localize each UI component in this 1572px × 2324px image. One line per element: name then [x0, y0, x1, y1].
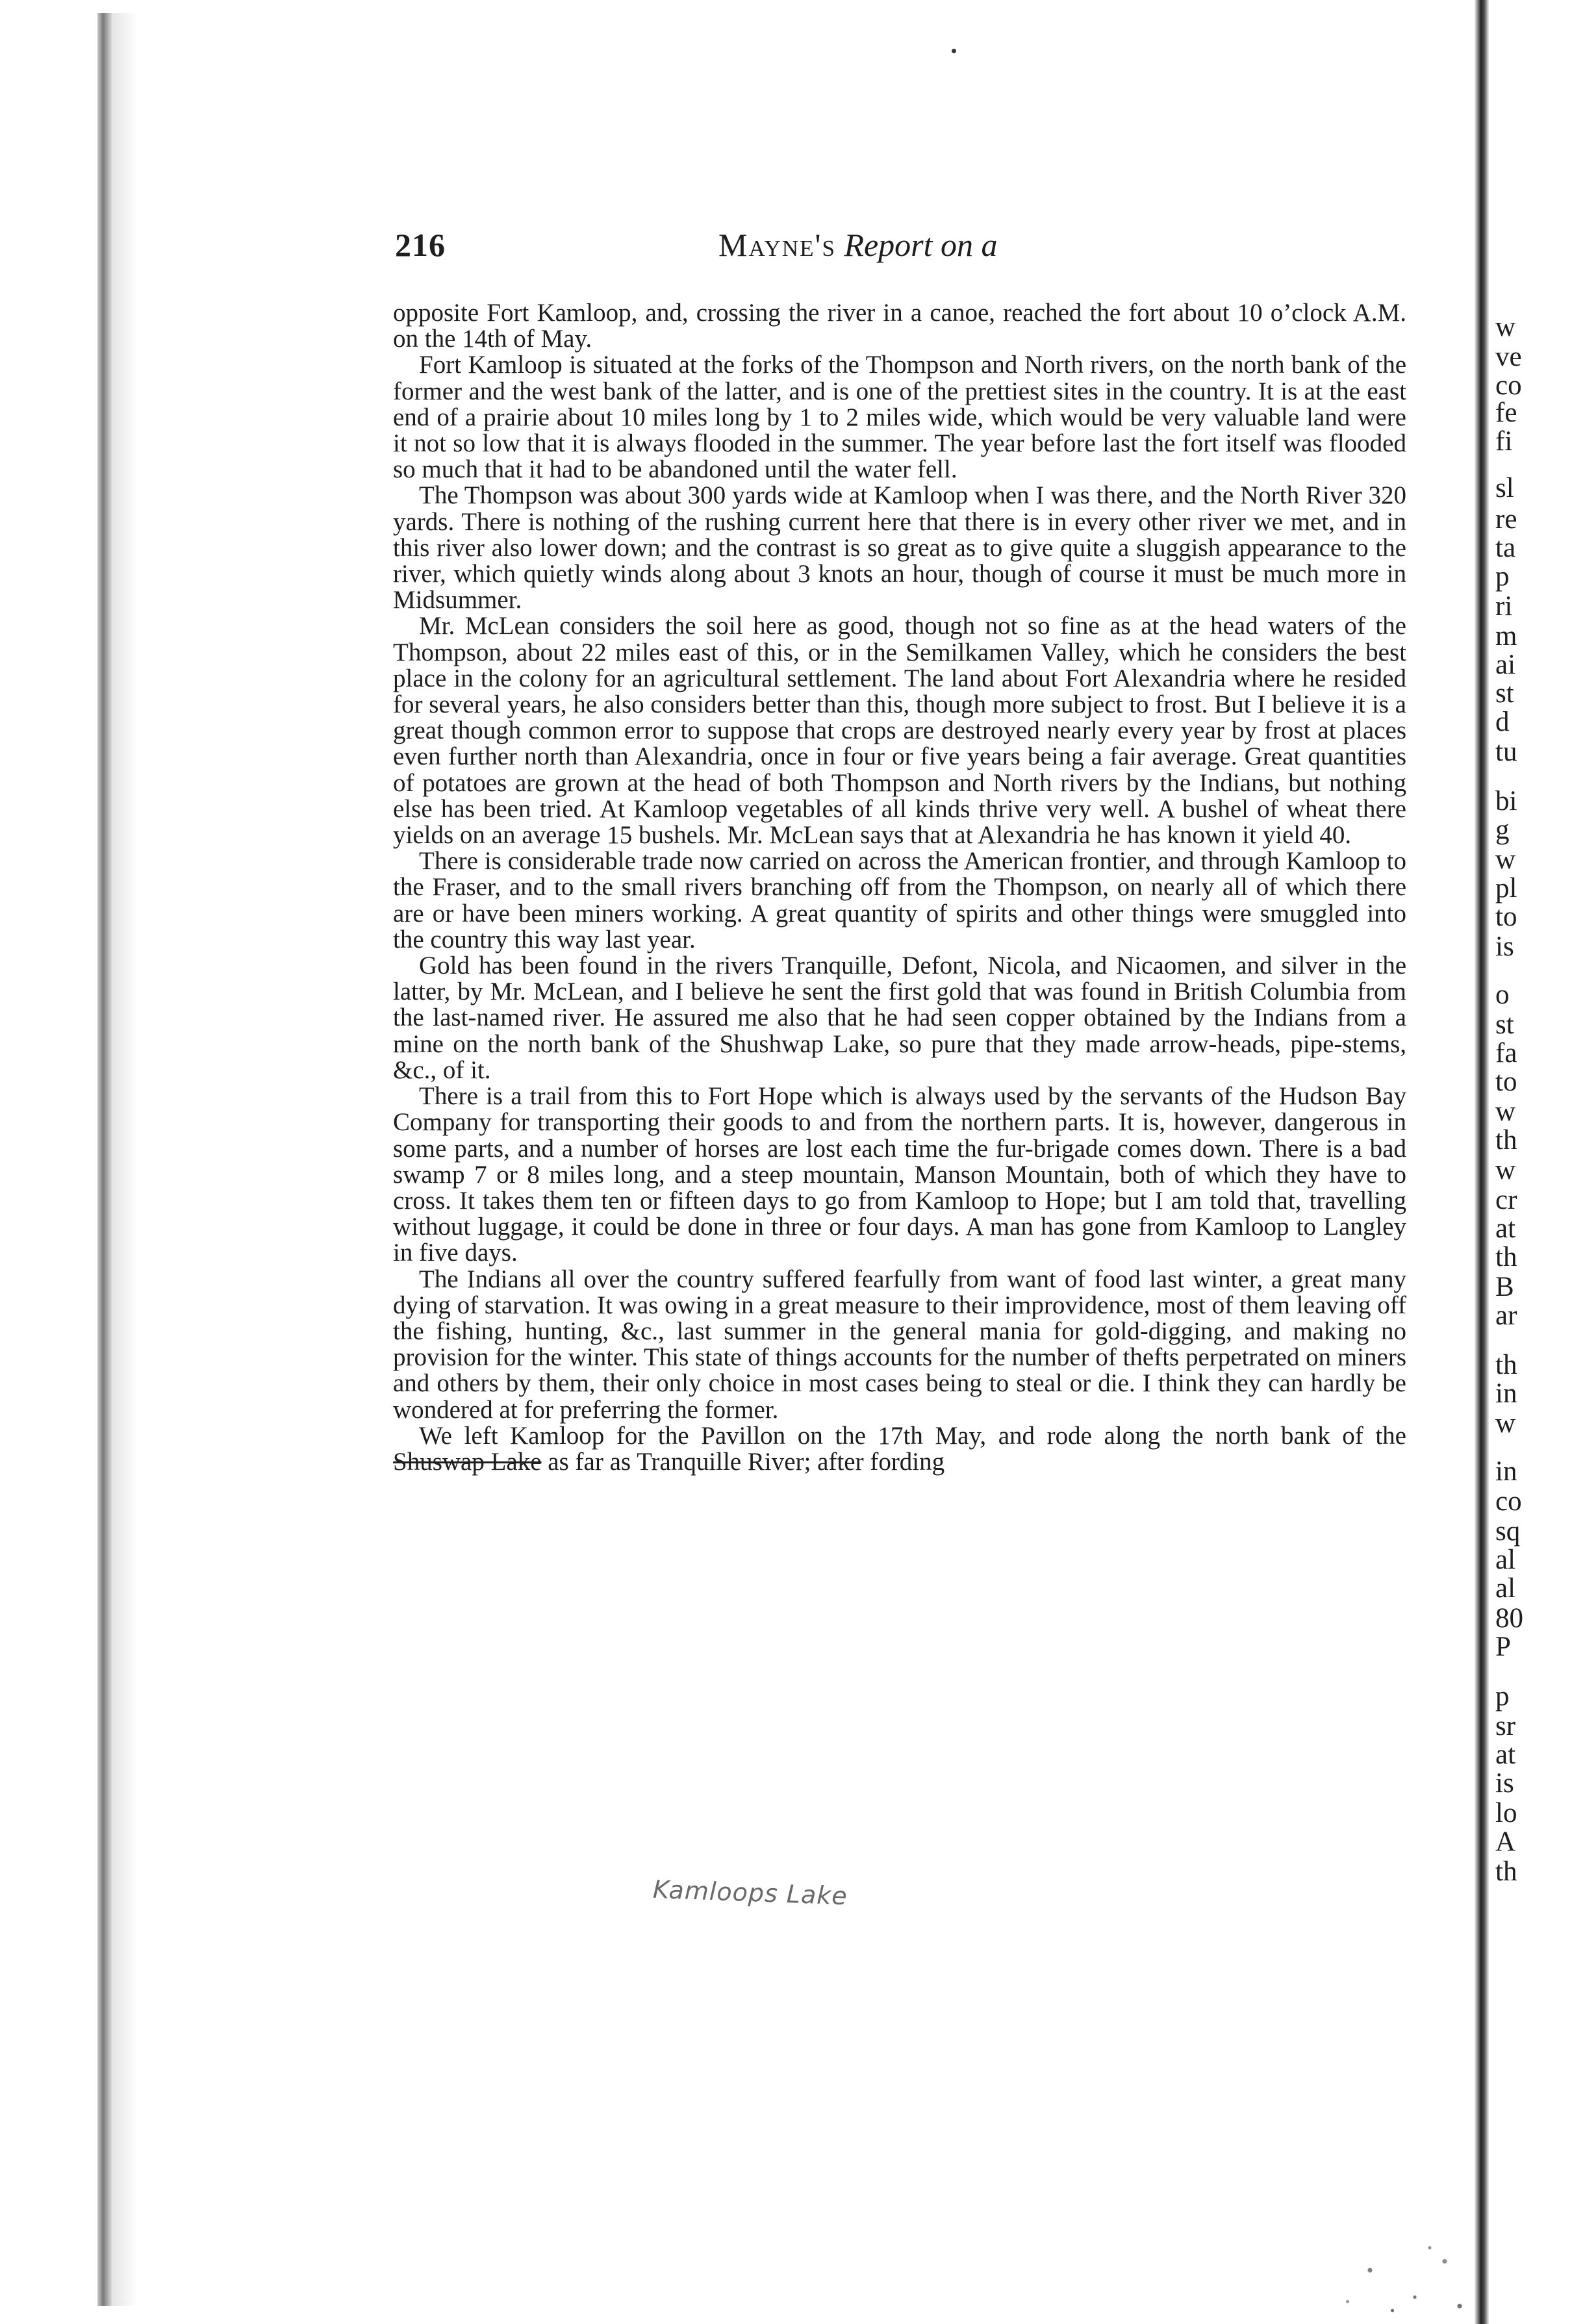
adjacent-page-fragment: p — [1495, 1681, 1510, 1711]
adjacent-page-fragment: g — [1495, 815, 1510, 845]
adjacent-page-fragment: ai — [1495, 650, 1516, 680]
page-binding-edge — [97, 13, 112, 2306]
adjacent-page-fragment: co — [1495, 1486, 1522, 1517]
paragraph: Mr. McLean considers the soil here as good, though not so fine as at the head waters of the Thompson, about 22 miles east of this, or in the Semilkamen Valley, which he considers the best place in the colony for an agricultural settlement. The land about Fort Alexandria where he resided for several years, he also considers better than this, though more subject to frost. But I believe it is a great though common error to suppose that crops are destroyed nearly every year by frost at places even further north than Alexandria, once in four or five years being a fair average. Great quantities of potatoes are grown at the head of both Thompson and North rivers by the Indians, but nothing else has been tried. At Kamloop vegetables of all kinds thrive very well. A bushel of wheat there yields on an average 15 bushels. Mr. McLean says that at Alexandria he has known it yield 40. — [393, 612, 1406, 850]
running-title-rest: Report on a — [844, 227, 998, 263]
adjacent-page-fragment: st — [1495, 678, 1514, 709]
running-title-author: Mayne's — [718, 227, 836, 263]
adjacent-page-fragment: co — [1495, 370, 1522, 401]
adjacent-page-fragment: ta — [1495, 533, 1516, 563]
adjacent-page-fragment: ar — [1495, 1300, 1517, 1331]
scan-specks — [1325, 2234, 1475, 2324]
paragraph: There is considerable trade now carried on across the American frontier, and through Kamloop to the Fraser, and to the small rivers branching off from the Thompson, on nearly all of which there are or have been miners working. A great quantity of spirits and other things were smuggled into the country this way last year. — [393, 847, 1406, 954]
adjacent-page-fragment: w — [1495, 1096, 1516, 1127]
handwritten-annotation: Kamloops Lake — [652, 1875, 848, 1911]
adjacent-page-fragment: to — [1495, 1067, 1517, 1097]
adjacent-page-fragment: sr — [1495, 1711, 1516, 1741]
adjacent-page-fragment: B — [1495, 1272, 1514, 1302]
adjacent-page-fragment: 80 — [1495, 1603, 1523, 1634]
adjacent-page-fragment: w — [1495, 1408, 1516, 1439]
adjacent-page-fragment: to — [1495, 902, 1517, 932]
adjacent-page-fragment: sl — [1495, 473, 1514, 503]
paragraph: opposite Fort Kamloop, and, crossing the river in a canoe, reached the fort about 10 o’clock A.M. on the 14th of May. — [393, 299, 1406, 353]
paragraph: The Indians all over the country suffered fearfully from want of food last winter, a great many dying of starvation. It was owing in a great measure to their improvidence, most of them leaving off the fishing, hunting, &c., last summer in the general mania for gold-digging, and making no provision for the winter. This state of things accounts for the number of thefts perpetrated on miners and others by them, their only choice in most cases being to steal or die. I think they can hardly be wondered at for preferring the former. — [393, 1265, 1406, 1424]
adjacent-page-fragment: A — [1495, 1826, 1516, 1857]
adjacent-page-fragment: is — [1495, 931, 1514, 962]
adjacent-page-fragment: cr — [1495, 1185, 1517, 1215]
adjacent-page-fragment: al — [1495, 1545, 1516, 1575]
adjacent-page-fragment: st — [1495, 1009, 1514, 1040]
body-text — [393, 300, 1406, 1475]
page-number: 216 — [395, 227, 446, 263]
adjacent-page-fragment: p — [1495, 561, 1510, 592]
paragraph: The Thompson was about 300 yards wide at Kamloop when I was there, and the North River 320 yards. There is nothing of the rushing current here that there is in every other river we met, and in this river also lower down; and the contrast is so great as to give quite a sluggish appearance to the river, which quietly winds along about 3 knots an hour, though of course it must be much more in Midsummer. — [393, 481, 1406, 614]
adjacent-page-fragment: tu — [1495, 737, 1517, 767]
adjacent-page-fragment: lo — [1495, 1798, 1517, 1828]
adjacent-page-fragment: is — [1495, 1768, 1514, 1799]
adjacent-page-fragment: th — [1495, 1242, 1517, 1272]
adjacent-page-fragment: pl — [1495, 873, 1517, 903]
adjacent-page-fragment: sq — [1495, 1516, 1521, 1547]
adjacent-page-fragment: in — [1495, 1456, 1517, 1487]
ink-speck — [952, 49, 956, 53]
adjacent-page-fragment: th — [1495, 1856, 1517, 1887]
running-title — [718, 226, 998, 264]
adjacent-page-fragment: fa — [1495, 1038, 1517, 1068]
last-paragraph — [393, 1423, 1406, 1475]
running-header — [395, 226, 1392, 272]
paragraph: There is a trail from this to Fort Hope which is always used by the servants of the Hudson Bay Company for transporting their goods to and from the northern parts. It is, however, dangerous in some parts, and a number of horses are lost each time the fur-brigade comes down. There is a bad swamp 7 or 8 miles long, and a steep mountain, Manson Mountain, both of which they have to cross. It takes them ten or fifteen days to go from Kamloop to Hope; but I am told that, travelling without luggage, it could be done in three or four days. A man has gone from Kamloop to Langley in five days. — [393, 1082, 1406, 1267]
adjacent-page-fragment: w — [1495, 844, 1516, 875]
paragraph: Gold has been found in the rivers Tranquille, Defont, Nicola, and Nicaomen, and silver in the latter, by Mr. McLean, and I believe he sent the first gold that was found in British Columbia from the last-named river. He assured me also that he had seen copper obtained by the Indians from a mine on the north bank of the Shushwap Lake, so pure that they made arrow-heads, pipe-stems, &c., of it. — [393, 952, 1406, 1084]
adjacent-page-fragment: ve — [1495, 342, 1522, 372]
adjacent-page-fragment: o — [1495, 979, 1510, 1010]
paragraph: Fort Kamloop is situated at the forks of the Thompson and North rivers, on the north bank of the former and the west bank of the latter, and is one of the prettiest sites in the country. It is at the east end of a prairie about 10 miles long by 1 to 2 miles wide, which would be very valuable land were it not so low that it is always flooded in the summer. The year before last the fort itself was flooded so much that it had to be abandoned until the water fell. — [393, 351, 1406, 484]
adjacent-page-fragment: d — [1495, 707, 1510, 737]
adjacent-page-fragment: ri — [1495, 591, 1513, 622]
page-gutter — [1475, 0, 1489, 2324]
adjacent-page-fragment: al — [1495, 1573, 1516, 1604]
adjacent-page-fragment: at — [1495, 1739, 1516, 1770]
adjacent-page-fragment: th — [1495, 1350, 1517, 1380]
adjacent-page-fragment: w — [1495, 1155, 1516, 1185]
binding-shadow — [112, 13, 138, 2306]
adjacent-page-fragment: w — [1495, 312, 1516, 342]
adjacent-page-fragment: P — [1495, 1632, 1511, 1662]
adjacent-page-fragment: fi — [1495, 426, 1513, 457]
adjacent-page-fragment: fe — [1495, 398, 1517, 428]
adjacent-page-fragment: re — [1495, 504, 1517, 535]
struck-text: Shuswap Lake — [393, 1447, 542, 1476]
last-paragraph-end: as far as Tranquille River; after fording — [541, 1447, 945, 1476]
adjacent-page-fragment: in — [1495, 1378, 1517, 1409]
adjacent-page-fragment: m — [1495, 621, 1517, 651]
adjacent-page-edge — [1489, 0, 1572, 2324]
adjacent-page-fragment: at — [1495, 1213, 1516, 1244]
last-paragraph-start: We left Kamloop for the Pavillon on the 17th May, and rode along the north bank of the — [419, 1421, 1406, 1450]
adjacent-page-fragment: th — [1495, 1125, 1517, 1156]
adjacent-page-fragment: bi — [1495, 786, 1517, 816]
